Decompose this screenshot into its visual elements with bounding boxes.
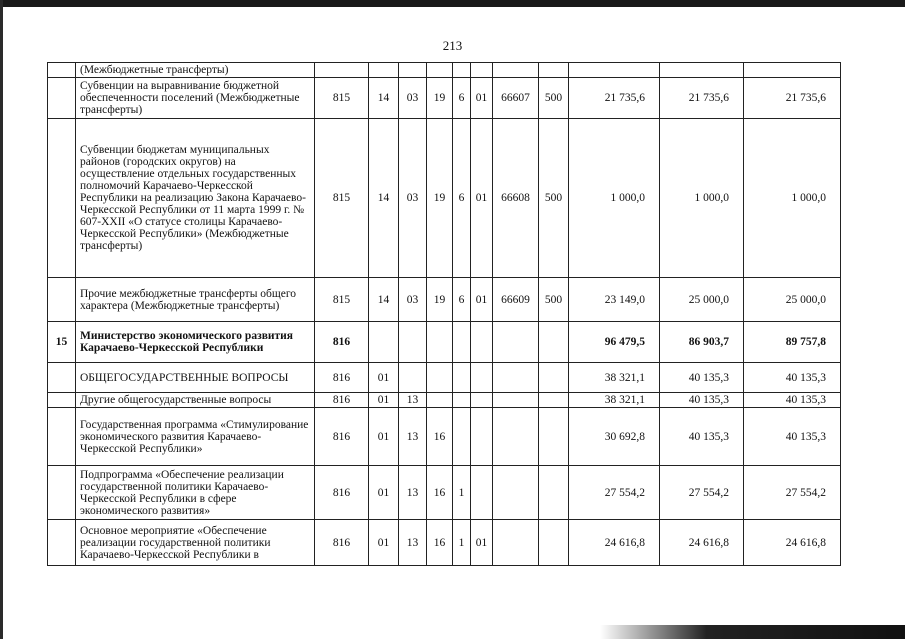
table-row	[48, 278, 841, 322]
amount-year3-cell: 40 135,3	[744, 408, 841, 466]
row-number-cell	[48, 63, 76, 78]
target-article-code-cell: 16	[427, 466, 453, 520]
section-code-cell	[369, 322, 399, 363]
row-number-cell	[48, 363, 76, 393]
item-name-cell: (Межбюджетные трансферты)	[76, 63, 315, 78]
target-article-code-cell	[427, 322, 453, 363]
subsection-code-cell	[399, 322, 427, 363]
item-name-cell: Подпрограмма «Обеспечение реализации государственной политики Карачаево-Черкесской Республики в сфере экономического развития»	[76, 466, 315, 520]
expense-type-code-cell: 500	[539, 119, 569, 278]
subsection-code-cell: 03	[399, 119, 427, 278]
expense-type-code-cell	[539, 393, 569, 408]
ministry-code-cell: 816	[315, 393, 369, 408]
target-article-code-cell	[493, 322, 539, 363]
expense-type-code-cell: 500	[539, 78, 569, 119]
subsection-code-cell: 13	[399, 408, 427, 466]
amount-year2-cell: 21 735,6	[660, 78, 744, 119]
target-article-code-cell	[493, 466, 539, 520]
target-article-code-cell: 1	[453, 466, 471, 520]
table-row	[48, 63, 841, 78]
target-article-code-cell: 19	[427, 278, 453, 322]
target-article-code-cell	[471, 363, 493, 393]
amount-year1-cell: 30 692,8	[569, 408, 660, 466]
expense-type-code-cell	[539, 520, 569, 566]
table-row	[48, 393, 841, 408]
item-name-cell: Прочие межбюджетные трансферты общего характера (Межбюджетные трансферты)	[76, 278, 315, 322]
ministry-code-cell: 815	[315, 119, 369, 278]
target-article-code-cell: 01	[471, 119, 493, 278]
row-number-cell: 15	[48, 322, 76, 363]
amount-year2-cell: 86 903,7	[660, 322, 744, 363]
amount-year3-cell: 40 135,3	[744, 363, 841, 393]
section-code-cell: 01	[369, 466, 399, 520]
ministry-code-cell: 816	[315, 408, 369, 466]
target-article-code-cell	[471, 408, 493, 466]
amount-year1-cell: 1 000,0	[569, 119, 660, 278]
item-name-cell: Субвенции бюджетам муниципальных районов (городских округов) на осуществление отдельных государственных полномочий Карачаево-Черкесской Республики на реализацию Закона Карачаево-Черкесской Республики от 11 марта 1999 г. № 607-XXII «О статусе столицы Карачаево-Черкесской Республики» (Межбюджетные трансферты)	[76, 119, 315, 278]
ministry-code-cell: 816	[315, 322, 369, 363]
target-article-code-cell	[493, 63, 539, 78]
target-article-code-cell	[493, 408, 539, 466]
amount-year1-cell: 38 321,1	[569, 393, 660, 408]
item-name-cell: Министерство экономического развития Карачаево-Черкесской Республики	[76, 322, 315, 363]
ministry-code-cell: 815	[315, 78, 369, 119]
expense-type-code-cell	[539, 63, 569, 78]
target-article-code-cell: 01	[471, 78, 493, 119]
amount-year2-cell	[660, 63, 744, 78]
subsection-code-cell	[399, 363, 427, 393]
subsection-code-cell: 13	[399, 466, 427, 520]
section-code-cell: 01	[369, 408, 399, 466]
target-article-code-cell	[427, 363, 453, 393]
item-name-cell: Основное мероприятие «Обеспечение реализации государственной политики Карачаево-Черкесской Республики в	[76, 520, 315, 566]
target-article-code-cell: 19	[427, 78, 453, 119]
target-article-code-cell	[471, 466, 493, 520]
row-number-cell	[48, 78, 76, 119]
target-article-code-cell: 6	[453, 119, 471, 278]
amount-year3-cell: 40 135,3	[744, 393, 841, 408]
scan-edge-left	[0, 0, 3, 639]
target-article-code-cell	[453, 408, 471, 466]
target-article-code-cell	[453, 63, 471, 78]
item-name-cell: Другие общегосударственные вопросы	[76, 393, 315, 408]
target-article-code-cell	[427, 63, 453, 78]
expense-type-code-cell	[539, 466, 569, 520]
amount-year3-cell: 24 616,8	[744, 520, 841, 566]
row-number-cell	[48, 520, 76, 566]
target-article-code-cell	[471, 322, 493, 363]
amount-year2-cell: 40 135,3	[660, 408, 744, 466]
target-article-code-cell: 66608	[493, 119, 539, 278]
amount-year3-cell	[744, 63, 841, 78]
ministry-code-cell: 815	[315, 278, 369, 322]
target-article-code-cell	[427, 393, 453, 408]
expense-type-code-cell	[539, 363, 569, 393]
table-row	[48, 78, 841, 119]
target-article-code-cell	[453, 322, 471, 363]
amount-year1-cell	[569, 63, 660, 78]
subsection-code-cell: 03	[399, 278, 427, 322]
scan-shadow-corner	[600, 625, 905, 639]
amount-year1-cell: 38 321,1	[569, 363, 660, 393]
amount-year1-cell: 96 479,5	[569, 322, 660, 363]
expense-type-code-cell	[539, 322, 569, 363]
amount-year2-cell: 40 135,3	[660, 393, 744, 408]
ministry-code-cell: 816	[315, 520, 369, 566]
amount-year3-cell: 21 735,6	[744, 78, 841, 119]
target-article-code-cell	[471, 63, 493, 78]
section-code-cell: 01	[369, 393, 399, 408]
section-code-cell	[369, 63, 399, 78]
amount-year3-cell: 27 554,2	[744, 466, 841, 520]
amount-year1-cell: 23 149,0	[569, 278, 660, 322]
scan-edge-top	[0, 0, 905, 7]
amount-year3-cell: 25 000,0	[744, 278, 841, 322]
item-name-cell: ОБЩЕГОСУДАРСТВЕННЫЕ ВОПРОСЫ	[76, 363, 315, 393]
table-row	[48, 466, 841, 520]
page-number: 213	[442, 38, 463, 53]
target-article-code-cell	[493, 393, 539, 408]
amount-year1-cell: 27 554,2	[569, 466, 660, 520]
item-name-cell: Государственная программа «Стимулирование экономического развития Карачаево-Черкесской Республики»	[76, 408, 315, 466]
ministry-code-cell	[315, 63, 369, 78]
table-row	[48, 363, 841, 393]
ministry-code-cell: 816	[315, 363, 369, 393]
target-article-code-cell	[453, 393, 471, 408]
budget-table	[47, 62, 841, 566]
subsection-code-cell: 03	[399, 78, 427, 119]
amount-year2-cell: 40 135,3	[660, 363, 744, 393]
target-article-code-cell: 19	[427, 119, 453, 278]
section-code-cell: 14	[369, 119, 399, 278]
subsection-code-cell: 13	[399, 520, 427, 566]
amount-year1-cell: 24 616,8	[569, 520, 660, 566]
target-article-code-cell	[453, 363, 471, 393]
target-article-code-cell	[493, 363, 539, 393]
target-article-code-cell	[471, 393, 493, 408]
amount-year3-cell: 1 000,0	[744, 119, 841, 278]
amount-year2-cell: 27 554,2	[660, 466, 744, 520]
amount-year2-cell: 1 000,0	[660, 119, 744, 278]
expense-type-code-cell: 500	[539, 278, 569, 322]
target-article-code-cell: 6	[453, 78, 471, 119]
target-article-code-cell: 01	[471, 278, 493, 322]
target-article-code-cell: 66609	[493, 278, 539, 322]
subsection-code-cell	[399, 63, 427, 78]
target-article-code-cell	[493, 520, 539, 566]
row-number-cell	[48, 278, 76, 322]
section-code-cell: 14	[369, 78, 399, 119]
target-article-code-cell: 6	[453, 278, 471, 322]
section-code-cell: 01	[369, 520, 399, 566]
target-article-code-cell: 66607	[493, 78, 539, 119]
ministry-code-cell: 816	[315, 466, 369, 520]
target-article-code-cell: 1	[453, 520, 471, 566]
row-number-cell	[48, 119, 76, 278]
subsection-code-cell: 13	[399, 393, 427, 408]
amount-year1-cell: 21 735,6	[569, 78, 660, 119]
target-article-code-cell: 16	[427, 520, 453, 566]
target-article-code-cell: 01	[471, 520, 493, 566]
row-number-cell	[48, 393, 76, 408]
table-row	[48, 119, 841, 278]
table-row	[48, 408, 841, 466]
expense-type-code-cell	[539, 408, 569, 466]
item-name-cell: Субвенции на выравнивание бюджетной обеспеченности поселений (Межбюджетные трансферты)	[76, 78, 315, 119]
row-number-cell	[48, 466, 76, 520]
amount-year2-cell: 24 616,8	[660, 520, 744, 566]
row-number-cell	[48, 408, 76, 466]
target-article-code-cell: 16	[427, 408, 453, 466]
amount-year2-cell: 25 000,0	[660, 278, 744, 322]
section-code-cell: 01	[369, 363, 399, 393]
table-row	[48, 520, 841, 566]
table-row	[48, 322, 841, 363]
section-code-cell: 14	[369, 278, 399, 322]
amount-year3-cell: 89 757,8	[744, 322, 841, 363]
